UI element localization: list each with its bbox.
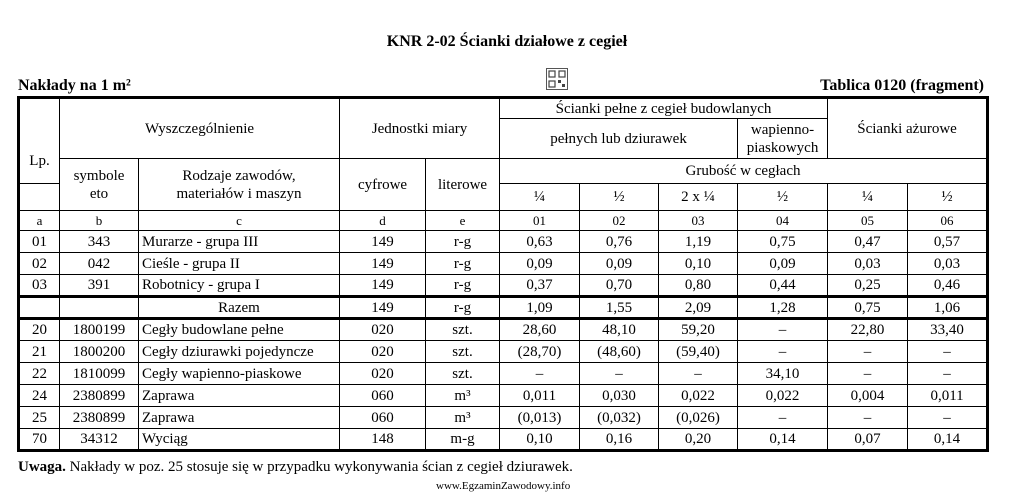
row-value: (28,70)	[500, 341, 580, 363]
row-value: –	[828, 341, 908, 363]
header-wyszczegolnienie: Wyszczególnienie	[60, 98, 340, 159]
row-value: 0,022	[659, 385, 738, 407]
row-name: Robotnicy - grupa I	[139, 275, 340, 297]
row-literowe: r-g	[426, 231, 500, 253]
row-name: Wyciąg	[139, 429, 340, 451]
row-value: 59,20	[659, 319, 738, 341]
row-symbol	[60, 297, 139, 319]
row-value: 0,20	[659, 429, 738, 451]
row-value: 2,09	[659, 297, 738, 319]
row-lp: 02	[19, 253, 60, 275]
row-lp: 20	[19, 319, 60, 341]
row-symbol: 343	[60, 231, 139, 253]
fraction-cell: ½	[580, 184, 659, 211]
row-symbol: 1800200	[60, 341, 139, 363]
row-value: 0,63	[500, 231, 580, 253]
row-value: –	[908, 363, 988, 385]
row-value: 1,09	[500, 297, 580, 319]
table-row	[19, 231, 988, 253]
row-symbol: 1800199	[60, 319, 139, 341]
letter-cell: b	[60, 211, 139, 231]
table-row	[19, 319, 988, 341]
row-value: 1,28	[738, 297, 828, 319]
row-name: Cegły budowlane pełne	[139, 319, 340, 341]
footer-url: www.EgzaminZawodowy.info	[436, 480, 571, 492]
note-label: Uwaga.	[18, 459, 66, 475]
letter-cell: e	[426, 211, 500, 231]
row-value: 0,10	[500, 429, 580, 451]
row-lp: 22	[19, 363, 60, 385]
row-value: 0,25	[828, 275, 908, 297]
row-literowe: szt.	[426, 363, 500, 385]
row-name: Zaprawa	[139, 407, 340, 429]
note-text: Nakłady w poz. 25 stosuje się w przypadku wykonywania ścian z cegieł dziurawek.	[65, 459, 573, 475]
header-cyfrowe: cyfrowe	[340, 159, 426, 211]
row-value: (59,40)	[659, 341, 738, 363]
row-literowe: m-g	[426, 429, 500, 451]
header-wapienno	[738, 119, 828, 159]
table-row	[19, 341, 988, 363]
row-value: 0,004	[828, 385, 908, 407]
header-wapienno-line2: piaskowych	[746, 139, 819, 156]
row-cyfrowe: 020	[340, 363, 426, 385]
fraction-cell: ½	[738, 184, 828, 211]
colnum-cell: 03	[659, 211, 738, 231]
row-lp: 25	[19, 407, 60, 429]
row-cyfrowe: 149	[340, 253, 426, 275]
row-value: 0,37	[500, 275, 580, 297]
row-value: 0,70	[580, 275, 659, 297]
colnum-cell: 01	[500, 211, 580, 231]
row-value: 28,60	[500, 319, 580, 341]
row-value: 0,03	[828, 253, 908, 275]
row-symbol: 391	[60, 275, 139, 297]
row-value: 0,030	[580, 385, 659, 407]
header-symbole-line2: eto	[89, 185, 109, 202]
header-lp: Lp.	[19, 98, 60, 184]
subtitle-right: Tablica 0120 (fragment)	[820, 77, 984, 94]
row-cyfrowe: 149	[340, 231, 426, 253]
header-scianki-pelne: Ścianki pełne z cegieł budowlanych	[500, 98, 828, 119]
page-title: KNR 2-02 Ścianki działowe z cegieł	[386, 33, 628, 50]
table-body	[19, 231, 988, 451]
row-value: 22,80	[828, 319, 908, 341]
row-value: –	[908, 341, 988, 363]
row-value: 0,011	[500, 385, 580, 407]
header-rodzaje	[139, 159, 340, 211]
norms-table	[17, 96, 989, 452]
row-value: 0,44	[738, 275, 828, 297]
row-value: (0,032)	[580, 407, 659, 429]
fraction-cell: 2 x ¼	[659, 184, 738, 211]
table-row	[19, 385, 988, 407]
header-azurowe: Ścianki ażurowe	[828, 98, 988, 159]
row-value: (48,60)	[580, 341, 659, 363]
row-value: 0,47	[828, 231, 908, 253]
row-literowe: m³	[426, 407, 500, 429]
row-value: 48,10	[580, 319, 659, 341]
row-name: Murarze - grupa III	[139, 231, 340, 253]
row-value: 0,57	[908, 231, 988, 253]
row-lp: 01	[19, 231, 60, 253]
row-value: 0,14	[908, 429, 988, 451]
row-value: (0,026)	[659, 407, 738, 429]
row-symbol: 1810099	[60, 363, 139, 385]
row-literowe: r-g	[426, 297, 500, 319]
row-lp: 70	[19, 429, 60, 451]
row-lp: 03	[19, 275, 60, 297]
row-cyfrowe: 060	[340, 407, 426, 429]
subtitle-left: Nakłady na 1 m²	[18, 77, 131, 94]
row-symbol: 2380899	[60, 385, 139, 407]
row-value: 1,06	[908, 297, 988, 319]
qr-logo-icon	[546, 68, 568, 90]
row-value: 0,10	[659, 253, 738, 275]
row-value: (0,013)	[500, 407, 580, 429]
row-cyfrowe: 149	[340, 275, 426, 297]
row-cyfrowe: 020	[340, 319, 426, 341]
table-row	[19, 407, 988, 429]
header-symbole-line1: symbole	[73, 167, 125, 184]
colnum-cell: 06	[908, 211, 988, 231]
row-name: Cieśle - grupa II	[139, 253, 340, 275]
letter-cell: a	[19, 211, 60, 231]
header-pelnych: pełnych lub dziurawek	[500, 119, 738, 159]
colnum-cell: 04	[738, 211, 828, 231]
row-value: –	[738, 341, 828, 363]
row-value: 0,09	[580, 253, 659, 275]
header-wapienno-line1: wapienno-	[750, 121, 815, 138]
row-cyfrowe: 149	[340, 297, 426, 319]
row-value: –	[580, 363, 659, 385]
row-lp: 21	[19, 341, 60, 363]
row-name: Cegły dziurawki pojedyncze	[139, 341, 340, 363]
row-value: 0,09	[500, 253, 580, 275]
row-value: 34,10	[738, 363, 828, 385]
fraction-cell: ¼	[500, 184, 580, 211]
table-row	[19, 253, 988, 275]
header-jednostki: Jednostki miary	[340, 98, 500, 159]
header-rodzaje-line1: Rodzaje zawodów,	[182, 167, 296, 184]
row-value: 0,022	[738, 385, 828, 407]
row-value: –	[738, 407, 828, 429]
row-value: 0,03	[908, 253, 988, 275]
row-value: 0,76	[580, 231, 659, 253]
table-row	[19, 363, 988, 385]
row-value: –	[659, 363, 738, 385]
table-row	[19, 429, 988, 451]
row-symbol: 042	[60, 253, 139, 275]
note	[18, 459, 573, 476]
row-literowe: szt.	[426, 341, 500, 363]
header-lp-spacer	[19, 184, 60, 211]
row-lp	[19, 297, 60, 319]
row-literowe: szt.	[426, 319, 500, 341]
table-row	[19, 275, 988, 297]
row-value: –	[828, 407, 908, 429]
row-literowe: m³	[426, 385, 500, 407]
row-name: Cegły wapienno-piaskowe	[139, 363, 340, 385]
row-value: 0,46	[908, 275, 988, 297]
row-value: –	[908, 407, 988, 429]
row-value: 1,19	[659, 231, 738, 253]
row-value: –	[738, 319, 828, 341]
row-value: 0,09	[738, 253, 828, 275]
row-value: –	[828, 363, 908, 385]
row-value: 0,75	[828, 297, 908, 319]
colnum-cell: 05	[828, 211, 908, 231]
row-symbol: 34312	[60, 429, 139, 451]
header-literowe: literowe	[426, 159, 500, 211]
row-value: 0,07	[828, 429, 908, 451]
letter-cell: d	[340, 211, 426, 231]
letter-cell: c	[139, 211, 340, 231]
row-value: 33,40	[908, 319, 988, 341]
row-lp: 24	[19, 385, 60, 407]
row-literowe: r-g	[426, 275, 500, 297]
header-grubosc: Grubość w cegłach	[500, 159, 988, 184]
colnum-cell: 02	[580, 211, 659, 231]
table-row	[19, 297, 988, 319]
row-name: Zaprawa	[139, 385, 340, 407]
row-symbol: 2380899	[60, 407, 139, 429]
row-literowe: r-g	[426, 253, 500, 275]
row-value: 0,75	[738, 231, 828, 253]
header-rodzaje-line2: materiałów i maszyn	[176, 185, 302, 202]
header-symbole	[60, 159, 139, 211]
row-name: Razem	[139, 297, 340, 319]
row-value: 0,14	[738, 429, 828, 451]
row-cyfrowe: 148	[340, 429, 426, 451]
row-cyfrowe: 020	[340, 341, 426, 363]
fraction-cell: ½	[908, 184, 988, 211]
row-value: 1,55	[580, 297, 659, 319]
fraction-cell: ¼	[828, 184, 908, 211]
row-value: 0,16	[580, 429, 659, 451]
row-value: –	[500, 363, 580, 385]
row-cyfrowe: 060	[340, 385, 426, 407]
row-value: 0,011	[908, 385, 988, 407]
row-value: 0,80	[659, 275, 738, 297]
